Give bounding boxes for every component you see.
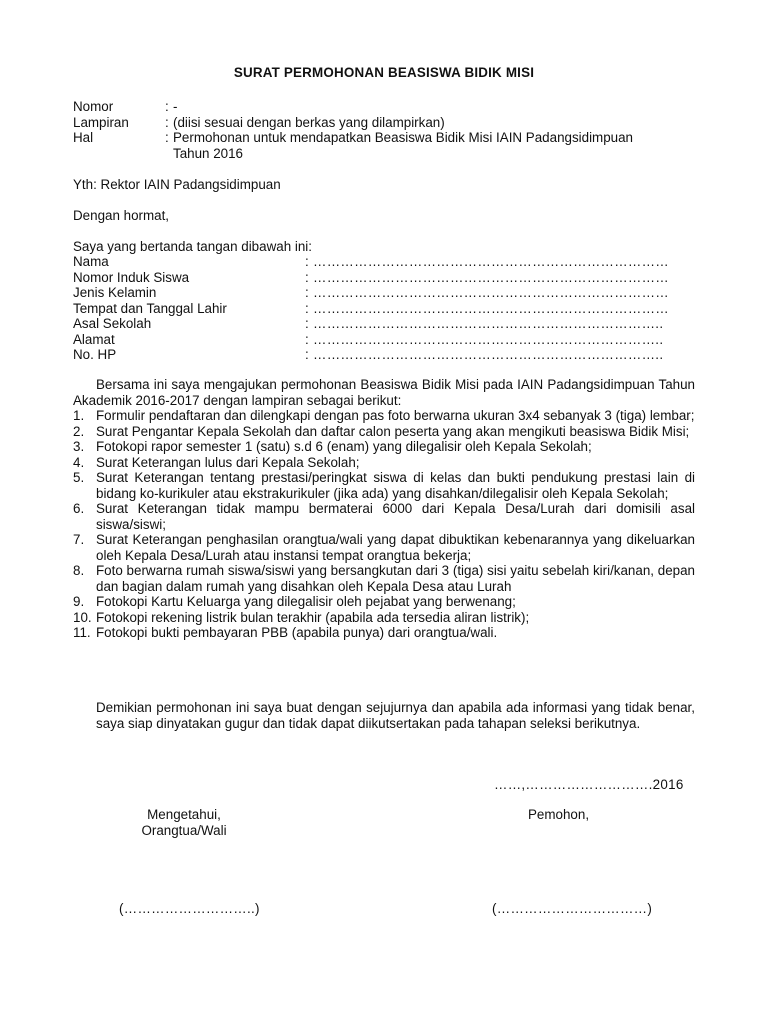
field-label: Jenis Kelamin — [73, 285, 157, 300]
list-item — [73, 408, 695, 424]
field-blank: : …………………………………………………………………… — [305, 269, 669, 285]
paragraph-request-text: Bersama ini saya mengajukan permohonan Beasiswa Bidik Misi pada IAIN Padangsidimpuan Tahun Akademik 2016-2017 dengan lampiran sebagai berikut: — [73, 377, 695, 408]
meta-nomor — [73, 99, 693, 115]
guardian-label-line2: Orangtua/Wali — [141, 822, 227, 838]
field-row — [73, 347, 669, 363]
list-item — [73, 455, 695, 471]
item-text: Surat Keterangan tidak mampu bermaterai 6000 dari Kepala Desa/Lurah dari domisili asal siswa/siswi; — [96, 501, 695, 532]
field-blank: : …………………………………………………………………… — [305, 285, 669, 300]
field-row — [73, 316, 669, 332]
meta-hal — [73, 130, 693, 146]
field-label: Tempat dan Tanggal Lahir — [73, 300, 227, 316]
greeting: Dengan hormat, — [73, 208, 170, 223]
date-line: ……,……………………….2016 — [494, 777, 684, 792]
nomor-value: - — [173, 99, 178, 114]
lampiran-value: (diisi sesuai dengan berkas yang dilampirkan) — [173, 114, 445, 130]
hal-label: Hal — [73, 130, 94, 145]
nomor-label: Nomor — [73, 99, 114, 114]
item-number: 5. — [73, 470, 85, 485]
letter-meta — [73, 99, 693, 161]
guardian-name-blank: (………………………..) — [119, 901, 260, 916]
field-label: Asal Sekolah — [73, 316, 152, 331]
field-row — [73, 285, 669, 301]
item-number: 7. — [73, 532, 85, 547]
recipient: Yth: Rektor IAIN Padangsidimpuan — [73, 177, 281, 192]
item-number: 6. — [73, 501, 85, 516]
field-blank: : ………………………………………………………………….. — [305, 316, 664, 331]
item-text: Foto berwarna rumah siswa/siswi yang bersangkutan dari 3 (tiga) sisi yaitu sebelah kiri/kanan, depan dan bagian dalam rumah yang disahkan oleh Kepala Desa atau Lurah — [96, 563, 695, 594]
item-text: Surat Pengantar Kepala Sekolah dan daftar calon peserta yang akan mengikuti beasiswa Bidik Misi; — [96, 423, 690, 439]
item-text: Formulir pendaftaran dan dilengkapi dengan pas foto berwarna ukuran 3x4 sebanyak 3 (tiga) lembar; — [96, 408, 695, 423]
meta-lampiran — [73, 115, 693, 131]
field-row — [73, 301, 669, 317]
lampiran-label: Lampiran — [73, 114, 129, 130]
signature-guardian — [136, 807, 232, 838]
field-row — [73, 270, 669, 286]
list-item — [73, 625, 695, 641]
field-blank: : …………………………………………………………………… — [305, 300, 669, 316]
paragraph-closing — [96, 700, 695, 731]
lampiran-separator: : — [165, 114, 169, 130]
field-blank: : …………………………………………………………………… — [305, 254, 669, 269]
field-blank: : ………………………………………………………………….. — [305, 331, 664, 347]
attachment-list — [73, 408, 695, 641]
list-item — [73, 439, 695, 455]
item-text: Fotokopi rekening listrik bulan terakhir (apabila ada tersedia aliran listrik); — [96, 609, 530, 625]
field-label: No. HP — [73, 347, 117, 362]
item-number: 9. — [73, 594, 85, 609]
nomor-separator: : — [165, 99, 169, 114]
hal-value-continued: Tahun 2016 — [173, 145, 243, 161]
hal-value: Permohonan untuk mendapatkan Beasiswa Bidik Misi IAIN Padangsidimpuan — [173, 130, 634, 145]
list-item — [73, 532, 695, 563]
item-number: 8. — [73, 563, 85, 578]
field-row — [73, 254, 669, 270]
item-text: Surat Keterangan penghasilan orangtua/wali yang dapat dibuktikan kebenarannya yang dikeluarkan oleh Kepala Desa/Lurah atau instansi tempat orangtua bekerja; — [96, 532, 695, 563]
item-text: Fotokopi Kartu Keluarga yang dilegalisir oleh pejabat yang berwenang; — [96, 594, 516, 609]
field-label: Nomor Induk Siswa — [73, 269, 190, 285]
item-number: 11. — [73, 625, 91, 640]
list-item — [73, 470, 695, 501]
list-item — [73, 501, 695, 532]
guardian-label-line1: Mengetahui, — [147, 807, 221, 822]
field-label: Nama — [73, 254, 109, 269]
applicant-name-blank: (……………………………) — [492, 901, 653, 916]
paragraph-request — [73, 377, 695, 408]
item-text: Fotokopi bukti pembayaran PBB (apabila punya) dari orangtua/wali. — [96, 625, 498, 640]
item-number: 3. — [73, 439, 85, 454]
list-item — [73, 424, 695, 440]
item-text: Surat Keterangan tentang prestasi/peringkat siswa di kelas dan bukti pendukung prestasi lain di bidang ko-kurikuler atau ekstrakurikuler (jika ada) yang disahkan/dilegalisir oleh Kepala Sekolah; — [96, 470, 695, 501]
letter-title: SURAT PERMOHONAN BEASISWA BIDIK MISI — [233, 65, 535, 80]
field-label: Alamat — [73, 331, 115, 347]
list-item — [73, 563, 695, 594]
hal-separator: : — [165, 130, 169, 145]
paragraph-closing-text: Demikian permohonan ini saya buat dengan sejujurnya dan apabila ada informasi yang tidak benar, saya siap dinyatakan gugur dan tidak dapat diikutsertakan pada tahapan seleksi berikutnya. — [96, 700, 695, 731]
intro-text: Saya yang bertanda tangan dibawah ini: — [73, 239, 312, 254]
signature-applicant: Pemohon, — [528, 807, 590, 822]
item-number: 1. — [73, 408, 85, 423]
item-text: Fotokopi rapor semester 1 (satu) s.d 6 (enam) yang dilegalisir oleh Kepala Sekolah; — [96, 439, 592, 454]
item-text: Surat Keterangan lulus dari Kepala Sekolah; — [96, 454, 360, 470]
item-number: 2. — [73, 423, 85, 439]
list-item — [73, 594, 695, 610]
list-item — [73, 610, 695, 626]
item-number: 4. — [73, 454, 85, 470]
field-row — [73, 332, 669, 348]
field-blank: : ………………………………………………………………….. — [305, 347, 664, 362]
applicant-fields — [73, 254, 669, 363]
item-number: 10. — [73, 609, 92, 625]
